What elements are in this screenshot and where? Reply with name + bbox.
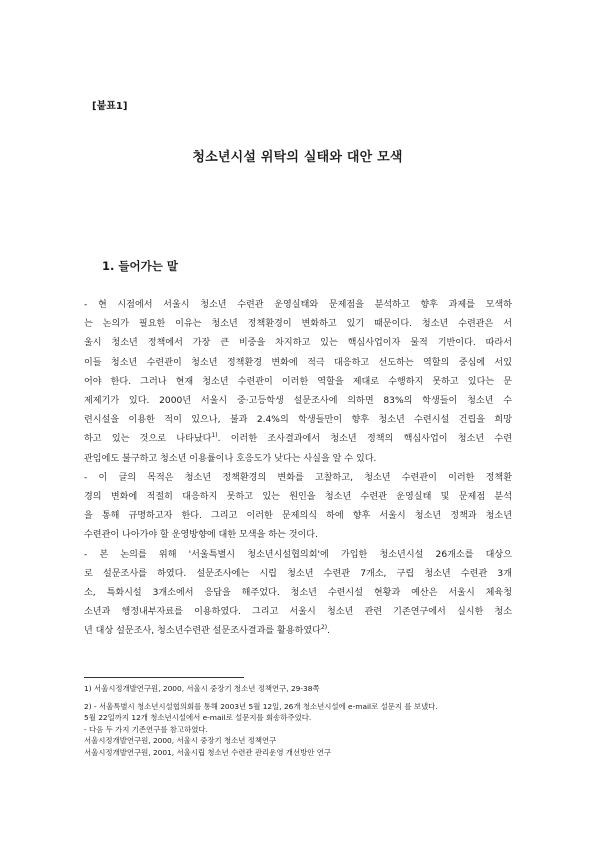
footnote-1: 1) 서울시정개발연구원, 2000, 서울시 중장기 청소년 정책연구, 29-38쪽 bbox=[84, 684, 320, 693]
body-line: 관임에도 불구하고 청소년 이용률이나 호응도가 낮다는 사실을 알 수 있다. bbox=[84, 453, 377, 464]
footnotes bbox=[84, 683, 514, 758]
body-line: - 현 시점에서 서울시 청소년 수련관 운영실태와 문제점을 분석하고 향후 과제를 모색하 bbox=[84, 300, 512, 310]
body-line: - 이 글의 목적은 청소년 정책환경의 변화를 고찰하고, 청소년 수련관이 이러한 정책환 bbox=[84, 472, 512, 483]
body-line: 제제기가 있다. 2000년 서울시 중·고등학생 설문조사에 의하면 83%의 학생들이 청소년 수 bbox=[84, 396, 512, 407]
footnote-2-reference: 서울시정개발연구원, 2001, 서울시립 청소년 수련관 관리운영 개선방안 연구 bbox=[84, 747, 331, 757]
body-line: 이들 청소년 수련관이 청소년 정책환경 변화에 적극 대응하고 선도하는 역할의 중심에 서있 bbox=[84, 357, 512, 368]
body-line: 련시설을 이용한 적이 있으나, 불과 2.4%의 학생들만이 향후 청소년 수련시설 건립을 희망 bbox=[84, 415, 512, 426]
body-line bbox=[84, 430, 512, 449]
body-text-span: . bbox=[327, 626, 331, 637]
footnote-ref-2: 2) bbox=[320, 624, 328, 632]
body-line: 수련관이 나아가야 할 운영방향에 대한 모색을 하는 것이다. bbox=[84, 530, 318, 541]
body-line bbox=[84, 622, 512, 641]
section-heading: 1. 들어가는 말 bbox=[102, 259, 178, 273]
body-line: 소, 특화시설 3개소에서 응답을 해주었다. 청소년 수련시설 현황과 예산은 서울시 체육청 bbox=[84, 588, 512, 599]
body-line: 소년과 행정내부자료를 이용하였다. 그리고 서울시 청소년 관련 기존연구에서 실시한 청소 bbox=[84, 607, 512, 618]
footnote-2: 2) - 서울특별시 청소년시설협의회를 통해 2003년 5월 12일, 26개 청소년시설에 e-mail로 설문지 를 보냈다. bbox=[84, 701, 438, 711]
body-text bbox=[84, 296, 512, 642]
footnote-2-line: 5월 22일까지 12개 청소년시설에서 e-mail로 설문지를 회송하주었다. bbox=[84, 713, 312, 722]
body-text-span: 년 대상 설문조사, 청소년수련관 설문조사결과를 활용하였다 bbox=[84, 626, 321, 637]
body-line: 경의 변화에 적절히 대응하지 못하고 있는 원인을 청소년 수련관 운영실태 및 문제점 분석 bbox=[84, 492, 512, 503]
body-text-span: 하고 있는 것으로 나타났다 bbox=[84, 434, 212, 445]
footnote-2-reference: 서울시정개발연구원, 2000, 서울시 중장기 청소년 정책연구 bbox=[84, 736, 277, 745]
body-text-span: . 이러한 조사결과에서 청소년 정책의 핵심사업이 청소년 수련 bbox=[217, 434, 512, 445]
footnote-ref-1: 1) bbox=[211, 432, 218, 440]
appendix-tag: [붙표1] bbox=[92, 101, 128, 112]
body-line: 는 논의가 필요한 이유는 청소년 정책환경이 변화하고 있기 때문이다. 청소년 수련관은 서 bbox=[84, 319, 512, 330]
body-line: - 본 논의를 위해 '서울특별시 청소년시설협의회'에 가입한 청소년시설 26개소를 대상으 bbox=[84, 549, 512, 560]
body-line: 로 설문조사를 하였다. 설문조사에는 시립 청소년 수련관 7개소, 구립 청소년 수련관 3개 bbox=[84, 568, 512, 579]
body-line: 을 통해 규명하고자 한다. 그리고 이러한 문제의식 하에 향후 서울시 청소년 정책과 청소년 bbox=[84, 511, 512, 522]
document-title: 청소년시설 위탁의 실태와 대안 모색 bbox=[192, 150, 403, 165]
body-line: 울시 청소년 정책에서 가장 큰 비중을 차지하고 있는 핵심사업이자 물적 기반이다. 따라서 bbox=[84, 338, 512, 349]
footnote-divider bbox=[84, 677, 244, 678]
footnote-2-line: - 다음 두 가지 기존연구를 참고하였다. bbox=[84, 724, 208, 734]
body-line: 어야 한다. 그러나 현재 청소년 수련관이 이러한 역할을 제대로 수행하지 못하고 있다는 문 bbox=[84, 376, 512, 387]
